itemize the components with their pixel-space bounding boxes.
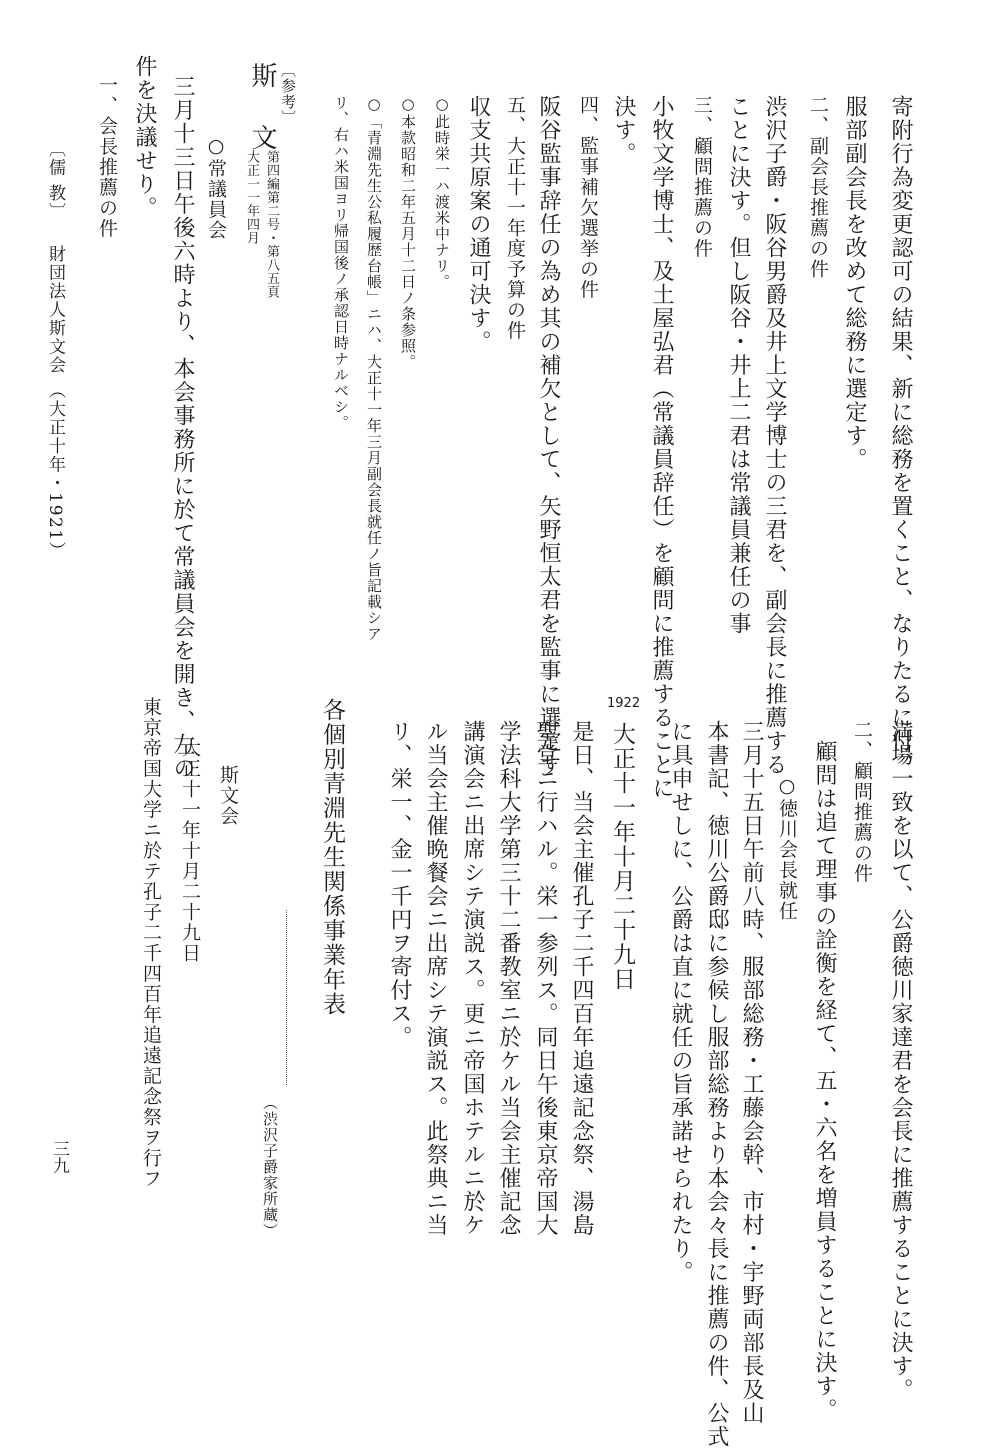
page-number: 三九 [49, 1140, 69, 1174]
text-column: 是日、当会主催孔子二千四百年追遠記念祭、湯島 [569, 720, 594, 1237]
text-column: リ、栄一、金一千円ヲ寄付ス。 [387, 720, 412, 1049]
text-column: に具申せしに、公爵は直に就任の旨承諾せられたり。 [668, 720, 693, 1284]
item-heading: 四、監事補欠選挙の件 [577, 95, 599, 300]
item-heading: 三、顧問推薦の件 [691, 95, 713, 259]
note-column: ○「青淵先生公私履歴台帳」ニハ、大正十一年三月副会長就任ノ旨記載シア [365, 95, 383, 642]
text-column: 服部副会長を改めて総務に選定す。 [842, 95, 867, 471]
header-section-label: 〔儒 教〕 [45, 140, 65, 221]
item-heading: 五、大正十一年度予算の件 [504, 95, 526, 341]
note-column: ○本款昭和二年五月十二日ノ条参照。 [399, 95, 417, 370]
text-column: 満場一致を以て、公爵徳川家達君を会長に推薦することに決す。 [888, 720, 913, 1402]
text-column: 収支共原案の通可決す。 [466, 95, 491, 354]
source-citation: 第四編第二号・第八五頁 [264, 150, 279, 299]
text-column: 寄附行為変更認可の結果、新に総務を置くこと、なりたるに付、 [888, 95, 913, 777]
source-date: 大正一一年四月 [244, 150, 259, 245]
subheading: ○常議員会 [205, 135, 227, 241]
text-column: 三月十五日午前八時、服部総務・工藤会幹、市村・宇野両部長及山 [739, 720, 764, 1425]
section-title: 各個別青淵先生関係事業年表 [319, 698, 345, 1017]
item-heading: 一、会長推薦の件 [96, 75, 118, 239]
entry-date: 大正十一年十月二十九日 [609, 722, 635, 992]
text-column: 決す。 [611, 95, 636, 166]
note-column: リ、右ハ米国ヨリ帰国後ノ承認日時ナルベシ。 [332, 95, 350, 431]
source-attribution: （渋沢子爵家所蔵） [261, 1095, 279, 1239]
text-column: ことに決す。但し阪谷・井上二君は常議員兼任の事 [726, 95, 751, 636]
subheading: ○徳川会長就任 [776, 775, 798, 922]
leader-dots [286, 910, 289, 1085]
western-year: 1922 [607, 696, 641, 711]
reference-label: 〔参考〕 [279, 62, 297, 126]
entry-date: 大正十一年十月二十九日 [179, 738, 201, 964]
text-column: 三月十三日午後六時より、本会事務所に於て常議員会を開き、左の [170, 75, 195, 780]
note-column: ○此時栄一ハ渡米中ナリ。 [433, 95, 451, 290]
item-heading: 二、副会長推薦の件 [807, 95, 829, 280]
text-column: 講演会ニ出席シテ演説ス。更ニ帝国ホテルニ於ケ [460, 720, 485, 1237]
text-column: 件を決議せり。 [132, 55, 157, 220]
item-heading: 二、顧問推薦の件 [851, 720, 873, 884]
text-column: 聖堂ニ行ハル。栄一参列ス。同日午後東京帝国大 [533, 720, 558, 1237]
organization-name: 斯文会 [217, 765, 239, 827]
text-column: 学法科大学第三十二番教室ニ於ケル当会主催記念 [496, 720, 521, 1237]
text-column: 顧問は追て理事の詮衡を経て、五・六名を増員することに決す。 [812, 740, 837, 1422]
text-column: 東京帝国大学ニ於テ孔子二千四百年追遠記念祭ヲ行フ [140, 697, 162, 1189]
source-title: 斯 文 [247, 62, 277, 165]
text-column: 小牧文学博士、及土屋弘君（常議員辞任）を顧問に推薦することに [649, 95, 674, 800]
header-title: 財団法人斯文会 （大正十年・1921） [45, 245, 65, 561]
text-column: ル当会主催晩餐会ニ出席シテ演説ス。此祭典ニ当 [423, 720, 448, 1237]
text-column: 本書記、徳川公爵邸に参候し服部総務より本会々長に推薦の件、公式 [704, 720, 729, 1449]
text-column: 渋沢子爵・阪谷男爵及井上文学博士の三君を、副会長に推薦する [762, 95, 787, 777]
text-column: 阪谷監事辞任の為め其の補欠として、矢野恒太君を監事に選定す [536, 95, 561, 777]
